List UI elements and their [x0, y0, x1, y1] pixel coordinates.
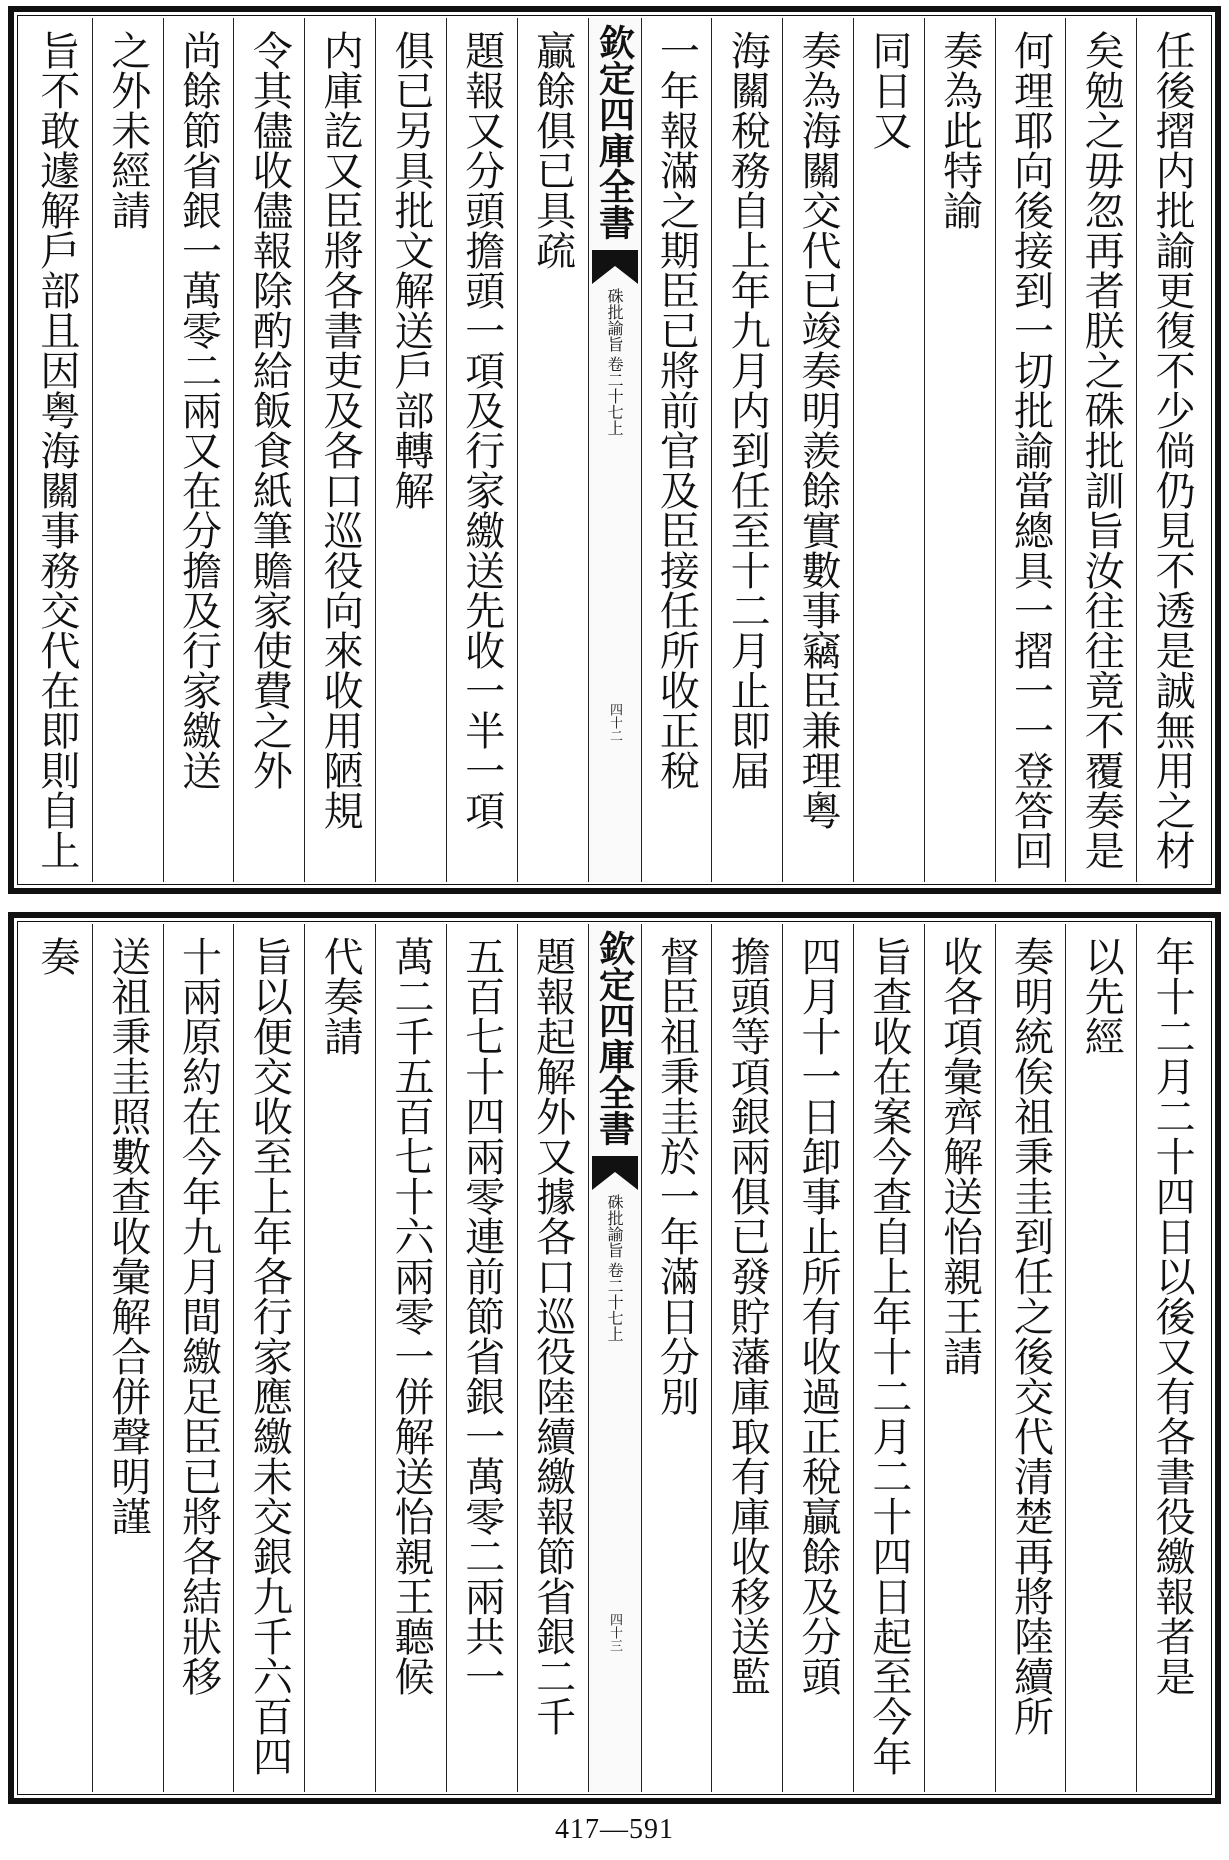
column-text: 題報又分頭擔頭一項及行家繳送先收一半一項 — [458, 30, 505, 830]
column-text: 奏 — [33, 936, 80, 976]
text-column — [22, 924, 92, 1792]
spine-volume: 卷二十七上 — [605, 1262, 625, 1342]
text-column — [163, 18, 234, 882]
spine-title: 欽定四庫全書 — [593, 930, 636, 1146]
text-column — [853, 924, 924, 1792]
text-column — [1136, 924, 1207, 1792]
column-text: 十兩原約在今年九月間繳足臣已將各結狀移 — [175, 936, 222, 1696]
text-column — [517, 18, 588, 882]
text-column — [304, 18, 375, 882]
bottom-page-columns — [22, 924, 1207, 1792]
column-text: 奏為海關交代已竣奏明羨餘實數事竊臣兼理粵 — [795, 30, 842, 830]
fishtail-mark-icon — [592, 250, 638, 284]
column-text: 四月十一日卸事止所有收過正稅贏餘及分頭 — [795, 936, 842, 1696]
spine-subtitle: 硃批諭旨 — [605, 288, 625, 352]
top-page-panel — [8, 6, 1221, 894]
text-column — [995, 18, 1066, 882]
text-column — [711, 924, 782, 1792]
text-column — [22, 18, 92, 882]
spine-volume: 卷二十七上 — [605, 356, 625, 436]
column-text: 收各項彙齊解送怡親王請 — [936, 936, 983, 1376]
text-column — [304, 924, 375, 1792]
spine-page-number: 四十三 — [607, 1613, 622, 1652]
text-column — [641, 18, 712, 882]
text-column — [782, 924, 853, 1792]
bottom-page-panel — [8, 912, 1221, 1804]
book-spine — [588, 924, 641, 1792]
text-column — [233, 924, 304, 1792]
text-column — [1136, 18, 1207, 882]
text-column — [924, 18, 995, 882]
column-text: 以先經 — [1078, 936, 1125, 1056]
spine-page-number: 四十二 — [607, 703, 622, 742]
column-text: 贏餘俱已具疏 — [529, 30, 576, 270]
text-column — [517, 924, 588, 1792]
text-column — [1065, 924, 1136, 1792]
text-column — [92, 924, 163, 1792]
spine-title: 欽定四庫全書 — [593, 24, 636, 240]
column-text: 旨不敢遽解戶部且因粤海關事務交代在即則自上 — [33, 30, 80, 870]
column-text: 旨以便交收至上年各行家應繳未交銀九千六百四 — [246, 936, 293, 1776]
top-page-columns — [22, 18, 1207, 882]
column-text: 之外未經請 — [104, 30, 151, 230]
text-column — [446, 18, 517, 882]
column-text: 五百七十四兩零連前節省銀一萬零二兩共一 — [458, 936, 505, 1696]
column-text: 萬二千五百七十六兩零一併解送怡親王聽候 — [387, 936, 434, 1696]
text-column — [782, 18, 853, 882]
text-column — [1065, 18, 1136, 882]
column-text: 尚餘節省銀一萬零二兩又在分擔及行家繳送 — [175, 30, 222, 790]
page-reference: 417—591 — [555, 1814, 674, 1845]
book-spine — [588, 18, 641, 882]
text-column — [711, 18, 782, 882]
column-text: 擔頭等項銀兩俱已發貯藩庫取有庫收移送監 — [724, 936, 771, 1696]
fishtail-mark-icon — [592, 1156, 638, 1190]
column-text: 代奏請 — [317, 936, 364, 1056]
column-text: 奏為此特諭 — [936, 30, 983, 230]
text-column — [375, 924, 446, 1792]
column-text: 令其儘收儘報除酌給飯食紙筆贍家使費之外 — [246, 30, 293, 790]
column-text: 何理耶向後接到一切批諭當總具一摺一一登答回 — [1007, 30, 1054, 870]
column-text: 矣勉之毋忽再者朕之硃批訓旨汝往往竟不覆奏是 — [1078, 30, 1125, 870]
text-column — [446, 924, 517, 1792]
column-text: 送祖秉圭照數查收彙解合併聲明謹 — [104, 936, 151, 1536]
text-column — [924, 924, 995, 1792]
column-text: 旨查收在案今查自上年十二月二十四日起至今年 — [865, 936, 912, 1776]
text-column — [233, 18, 304, 882]
column-text: 海關稅務自上年九月内到任至十二月止即届 — [724, 30, 771, 790]
column-text: 督臣祖秉圭於一年滿日分別 — [653, 936, 700, 1416]
column-text: 任後摺内批諭更復不少倘仍見不透是誠無用之材 — [1149, 30, 1196, 870]
text-column — [375, 18, 446, 882]
column-text: 俱已另具批文解送戶部轉解 — [387, 30, 434, 510]
text-column — [163, 924, 234, 1792]
column-text: 一年報滿之期臣已將前官及臣接任所收正稅 — [653, 30, 700, 790]
column-text: 同日又 — [865, 30, 912, 150]
text-column — [92, 18, 163, 882]
column-text: 題報起解外又據各口巡役陸續繳報節省銀二千 — [529, 936, 576, 1736]
text-column — [641, 924, 712, 1792]
text-column — [995, 924, 1066, 1792]
spine-subtitle: 硃批諭旨 — [605, 1194, 625, 1258]
column-text: 内庫訖又臣將各書吏及各口巡役向來收用陋規 — [317, 30, 364, 830]
column-text: 年十二月二十四日以後又有各書役繳報者是 — [1149, 936, 1196, 1696]
text-column — [853, 18, 924, 882]
column-text: 奏明統俟祖秉圭到任之後交代清楚再將陸續所 — [1007, 936, 1054, 1736]
